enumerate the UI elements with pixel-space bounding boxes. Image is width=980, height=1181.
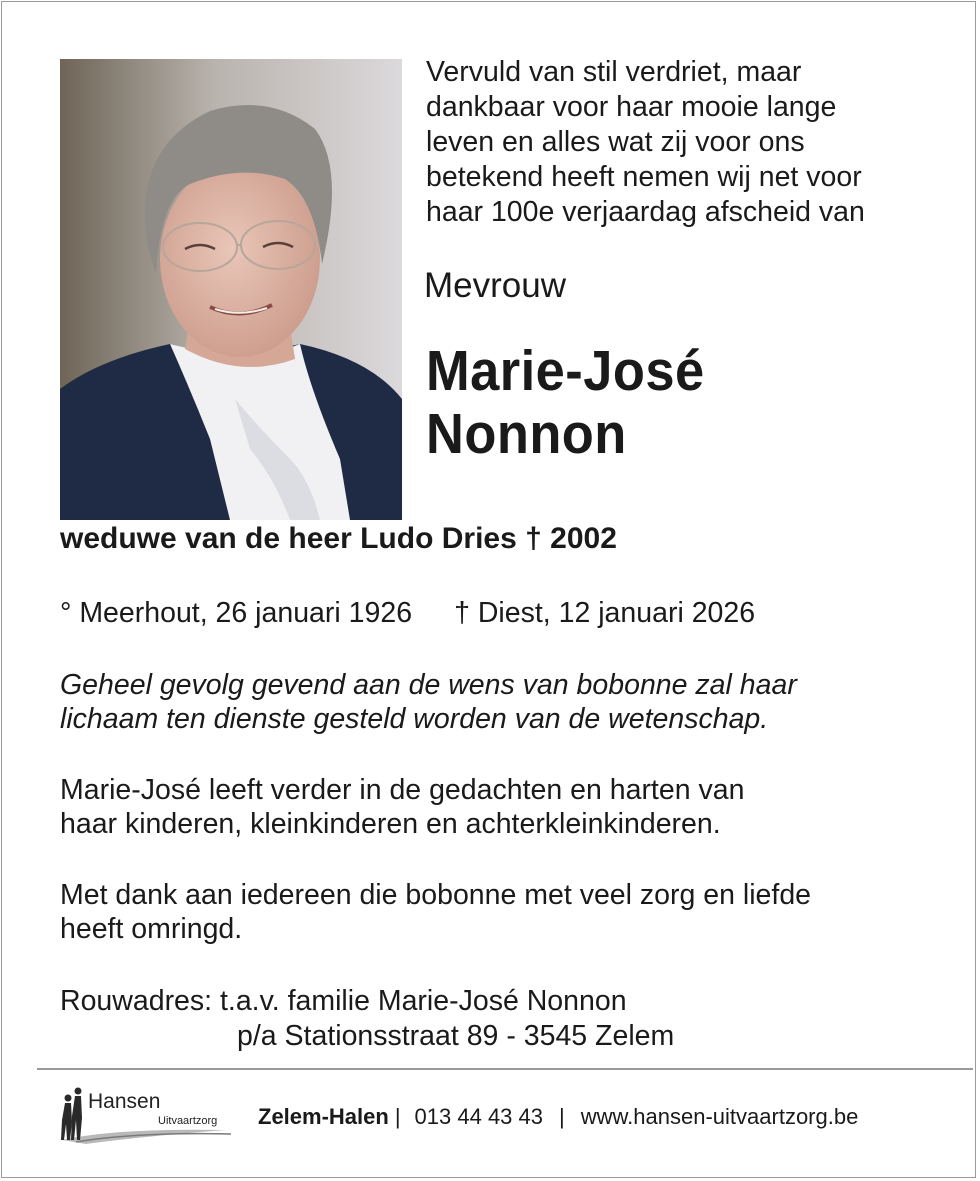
footer-website[interactable]: www.hansen-uitvaartzorg.be xyxy=(580,1104,859,1129)
portrait-photo xyxy=(60,59,402,520)
wish-paragraph xyxy=(60,668,797,736)
footer-city: Zelem-Halen xyxy=(258,1104,389,1129)
widow-line: weduwe van de heer Ludo Dries † 2002 xyxy=(60,522,617,555)
paragraph-line: heeft omringd. xyxy=(60,913,243,945)
logo-name: Hansen xyxy=(88,1090,161,1113)
address-line-2: p/a Stationsstraat 89 - 3545 Zelem xyxy=(237,1020,675,1052)
honorific: Mevrouw xyxy=(424,266,566,305)
footer-phone[interactable]: 013 44 43 43 xyxy=(414,1104,544,1129)
hansen-logo xyxy=(56,1082,236,1146)
paragraph-line: Marie-José leeft verder in de gedachten en harten van xyxy=(60,774,745,806)
intro-line: dankbaar voor haar mooie lange xyxy=(426,91,837,123)
footer-divider xyxy=(37,1068,973,1070)
death-date: † Diest, 12 januari 2026 xyxy=(454,597,756,629)
intro-line: haar 100e verjaardag afscheid van xyxy=(426,196,865,228)
birth-date: ° Meerhout, 26 januari 1926 xyxy=(60,597,413,629)
paragraph-line: Met dank aan iedereen die bobonne met veel zorg en liefde xyxy=(60,879,812,911)
footer-separator: | xyxy=(394,1104,401,1129)
last-name: Nonnon xyxy=(426,402,627,466)
paragraph-line: lichaam ten dienste gesteld worden van de wetenschap. xyxy=(60,703,769,735)
thanks-paragraph xyxy=(60,878,811,946)
footer-contact xyxy=(258,1103,858,1131)
mourning-address xyxy=(60,984,674,1054)
logo-subtitle: Uitvaartzorg xyxy=(158,1115,218,1127)
first-name: Marie-José xyxy=(426,339,705,403)
footer-separator: | xyxy=(559,1104,565,1129)
intro-line: betekend heeft nemen wij net voor xyxy=(426,161,862,193)
paragraph-line: haar kinderen, kleinkinderen en achterkleinkinderen. xyxy=(60,808,721,840)
intro-line: Vervuld van stil verdriet, maar xyxy=(426,56,802,88)
address-line-1: Rouwadres: t.a.v. familie Marie-José Nonnon xyxy=(60,985,627,1017)
intro-line: leven en alles wat zij voor ons xyxy=(426,126,805,158)
intro-text xyxy=(426,55,946,230)
paragraph-line: Geheel gevolg gevend aan de wens van bobonne zal haar xyxy=(60,669,797,701)
deceased-name xyxy=(426,340,705,466)
memory-paragraph xyxy=(60,773,744,841)
life-dates xyxy=(60,596,755,630)
